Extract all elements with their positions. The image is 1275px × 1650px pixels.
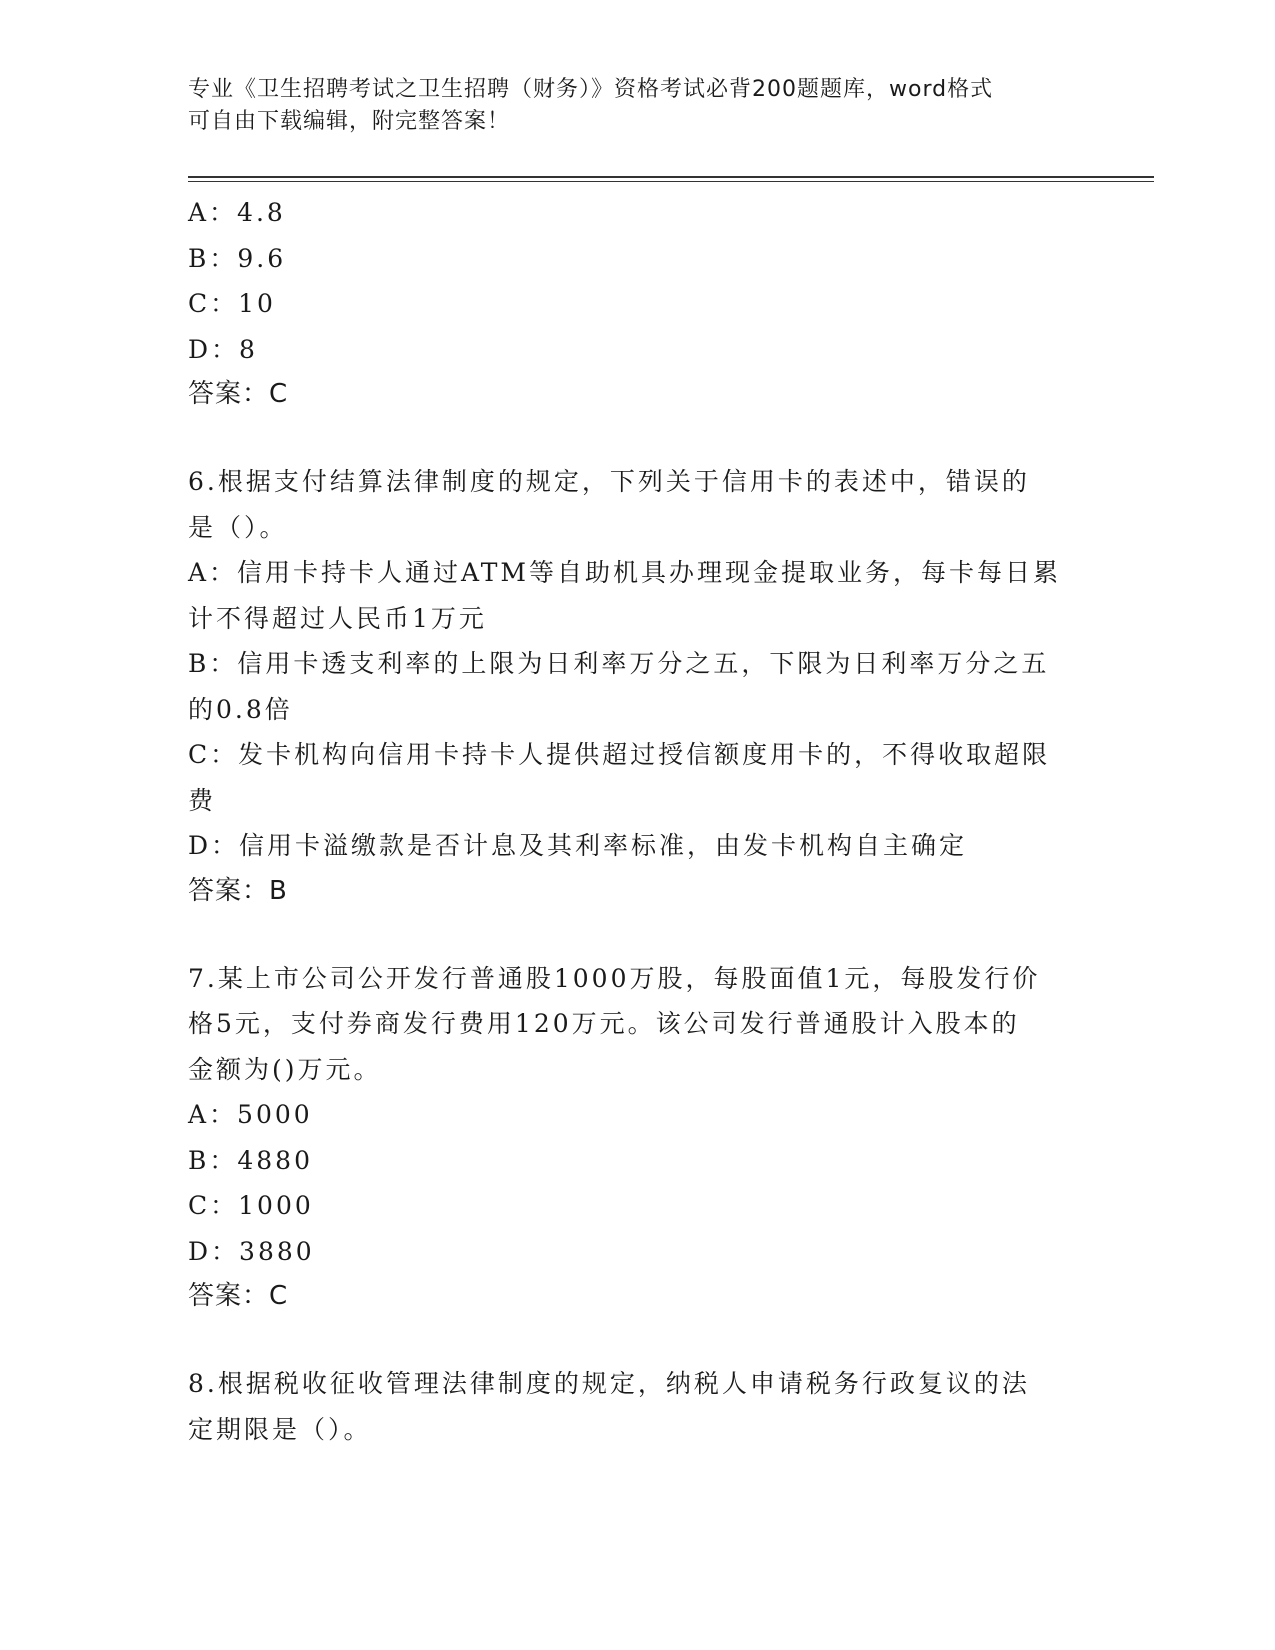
answer-line: 答案：B (188, 875, 288, 906)
option-c: C：发卡机构向信用卡持卡人提供超过授信额度用卡的，不得收取超限 (188, 740, 1051, 769)
option-c-continued: 费 (188, 785, 217, 815)
option-b: B：4880 (188, 1145, 313, 1175)
option-b: B：9.6 (188, 243, 287, 273)
option-a: A：4.8 (188, 198, 286, 227)
option-d: D：3880 (188, 1236, 315, 1266)
option-c: C：1000 (188, 1191, 314, 1220)
question-stem-continued: 格5元，支付券商发行费用120万元。该公司发行普通股计入股本的 (188, 1009, 1020, 1038)
question-5-options (188, 190, 1088, 417)
answer-line: 答案：C (188, 1281, 289, 1311)
spacer (188, 1319, 1088, 1361)
header-title-line-1: 专业《卫生招聘考试之卫生招聘（财务）》资格考试必背200题题库，word格式 (188, 77, 994, 102)
option-b-continued: 的0.8倍 (188, 694, 293, 724)
option-a: A：信用卡持卡人通过ATM等自助机具办理现金提取业务，每卡每日累 (188, 558, 1062, 587)
question-content (188, 190, 1088, 1452)
question-8 (188, 1361, 1088, 1452)
option-b: B：信用卡透支利率的上限为日利率万分之五，下限为日利率万分之五 (188, 649, 1050, 678)
question-6 (188, 459, 1088, 914)
spacer (188, 417, 1088, 459)
option-c: C：10 (188, 289, 276, 318)
header-title-line-2: 可自由下载编辑，附完整答案！ (188, 109, 511, 134)
option-a: A：5000 (188, 1100, 313, 1129)
document-header (188, 74, 1068, 138)
question-stem: 8.根据税收征收管理法律制度的规定，纳税人申请税务行政复议的法 (188, 1369, 1030, 1398)
answer-line: 答案：C (188, 379, 289, 409)
option-a-continued: 计不得超过人民币1万元 (188, 603, 487, 633)
spacer (188, 914, 1088, 956)
question-stem-continued: 金额为()万元。 (188, 1054, 382, 1084)
question-stem: 7.某上市公司公开发行普通股1000万股，每股面值1元，每股发行价 (188, 963, 1041, 993)
question-7 (188, 956, 1088, 1320)
option-d: D：信用卡溢缴款是否计息及其利率标准，由发卡机构自主确定 (188, 831, 968, 860)
question-stem-continued: 定期限是（）。 (188, 1414, 372, 1444)
option-d: D：8 (188, 334, 258, 364)
question-stem: 6.根据支付结算法律制度的规定，下列关于信用卡的表述中，错误的 (188, 467, 1030, 496)
question-stem-continued: 是（）。 (188, 512, 288, 542)
header-divider (188, 176, 1154, 182)
